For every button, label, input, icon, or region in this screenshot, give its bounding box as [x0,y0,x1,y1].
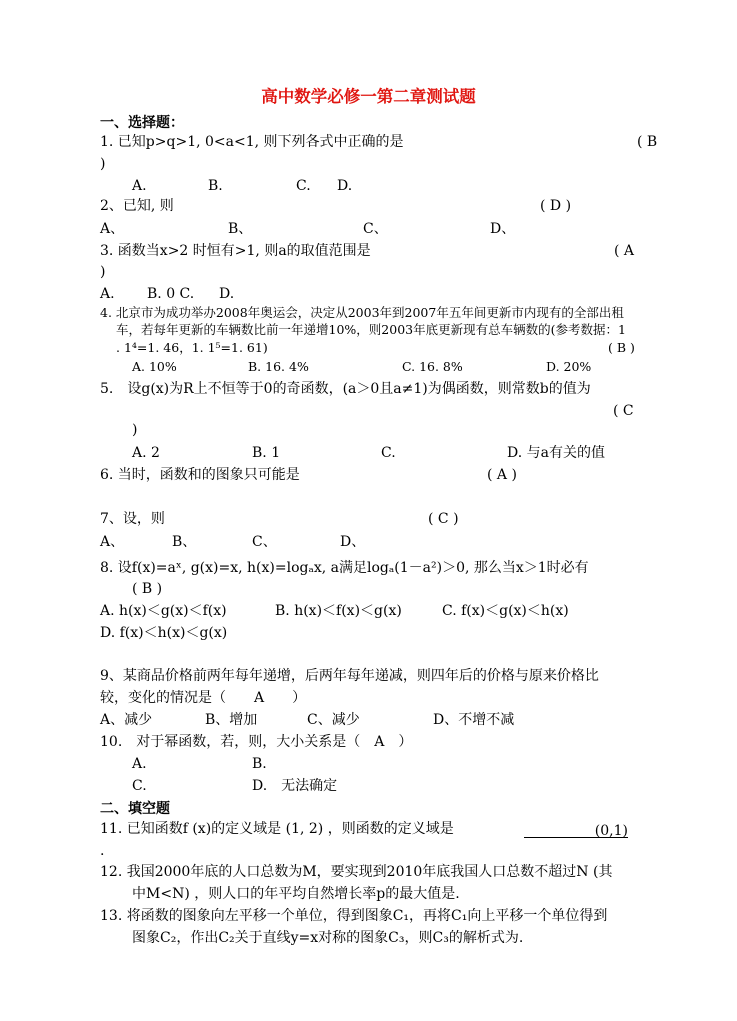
question-2-option-c: C、 [363,221,388,237]
question-8-option-c: C. f(x)＜g(x)＜h(x) [442,603,569,619]
question-4-answer: ( B ) [608,340,635,355]
question-4-line-3: . 1⁴=1. 46，1. 1⁵=1. 61) [116,340,268,355]
question-10-option-c: C. [132,778,147,794]
section-heading-choice: 一、选择题： [100,115,184,131]
question-9-option-b: B、增加 [205,712,258,728]
question-1-option-b: B. [208,178,223,194]
question-7-text: 7、设，则 [100,511,165,527]
question-7-option-c: C、 [252,534,277,550]
question-1-option-c: C. [296,178,311,194]
question-2-text: 2、已知, 则 [100,198,174,214]
question-8-answer: ( B ) [132,581,163,597]
question-7-option-a: A、 [100,534,125,550]
question-12-line-1: 12. 我国2000年底的人口总数为M，要实现到2010年底我国人口总数不超过N (其 [100,864,613,880]
question-8-option-b: B. h(x)＜f(x)＜g(x) [275,603,402,619]
question-3-option-b: B. 0 C. [147,286,195,302]
question-11-answer: (0,1) [524,822,628,838]
question-7-option-b: B、 [172,534,197,550]
question-1-answer: ( B [637,134,658,150]
question-4-option-a: A. 10% [132,359,177,374]
question-5-text: 5. 设g(x)为R上不恒等于0的奇函数，(a＞0且a≠1)为偶函数，则常数b的值为 [100,381,591,397]
question-11-cont: . [100,843,105,859]
question-8-option-a: A. h(x)＜g(x)＜f(x) [100,603,227,619]
question-11-text: 11. 已知函数f (x)的定义域是 (1, 2) ，则函数的定义域是 [100,821,454,837]
page-title: 高中数学必修一第二章测试题 [261,87,476,106]
question-2-option-d: D、 [490,221,516,237]
question-10-option-b: B. [252,756,267,772]
question-7-answer: ( C ) [428,511,459,527]
question-1-cont: ) [100,156,106,172]
question-5-answer: ( C [613,403,634,419]
question-4-line-1: 4. 北京市为成功举办2008年奥运会，决定从2003年到2007年五年间更新市内现有的全部出租 [100,305,624,320]
question-2-option-b: B、 [228,221,253,237]
question-3-cont: ) [100,264,106,280]
question-5-cont: ) [132,422,138,438]
question-3-option-a: A. [100,286,115,302]
question-5-option-b: B. 1 [252,445,281,461]
question-12-line-2: 中M<N) ，则人口的年平均自然增长率p的最大值是. [132,886,460,902]
question-1-option-d: D. [337,178,353,194]
question-1-text: 1. 已知p>q>1, 0<a<1, 则下列各式中正确的是 [100,134,404,150]
question-9-option-a: A、减少 [100,712,153,728]
question-8-text: 8. 设f(x)=aˣ, g(x)=x, h(x)=logₐx, a满足logₐ(1－a²)＞0, 那么当x＞1时必有 [100,560,589,576]
question-9-option-c: C、减少 [307,712,360,728]
question-10-option-d: D. 无法确定 [252,778,338,794]
question-3-option-d: D. [219,286,235,302]
question-9-line-2: 较，变化的情况是（ A ） [100,690,307,706]
question-7-option-d: D、 [340,534,366,550]
question-13-line-1: 13. 将函数的图象向左平移一个单位，得到图象C₁，再将C₁向上平移一个单位得到 [100,908,608,924]
question-13-line-2: 图象C₂，作出C₂关于直线y=x对称的图象C₃，则C₃的解析式为. [132,930,524,946]
question-10-text: 10. 对于幂函数，若，则，大小关系是（ A ） [100,734,413,750]
question-6-text: 6. 当时，函数和的图象只可能是 [100,467,300,483]
question-8-option-d: D. f(x)＜h(x)＜g(x) [100,625,228,641]
question-6-answer: ( A ) [487,467,517,483]
question-9-option-d: D、不增不减 [433,712,515,728]
question-5-option-c: C. [381,445,396,461]
question-10-option-a: A. [132,756,147,772]
question-2-option-a: A、 [100,221,125,237]
question-5-option-d: D. 与a有关的值 [507,445,605,461]
question-4-line-2: 车，若每年更新的车辆数比前一年递增10%，则2003年底更新现有总车辆数的(参考数据：1 [116,322,626,337]
question-5-option-a: A. 2 [132,445,160,461]
question-1-option-a: A. [132,178,147,194]
question-11-blank [524,820,628,838]
question-2-answer: ( D ) [540,198,572,214]
section-heading-fill: 二、填空题 [100,801,170,817]
question-4-option-d: D. 20% [546,359,592,374]
question-3-answer: ( A [614,243,635,259]
question-4-option-b: B. 16. 4% [248,359,309,374]
question-3-text: 3. 函数当x>2 时恒有>1, 则a的取值范围是 [100,243,371,259]
question-4-option-c: C. 16. 8% [402,359,463,374]
question-9-line-1: 9、某商品价格前两年每年递增，后两年每年递减，则四年后的价格与原来价格比 [100,668,599,684]
